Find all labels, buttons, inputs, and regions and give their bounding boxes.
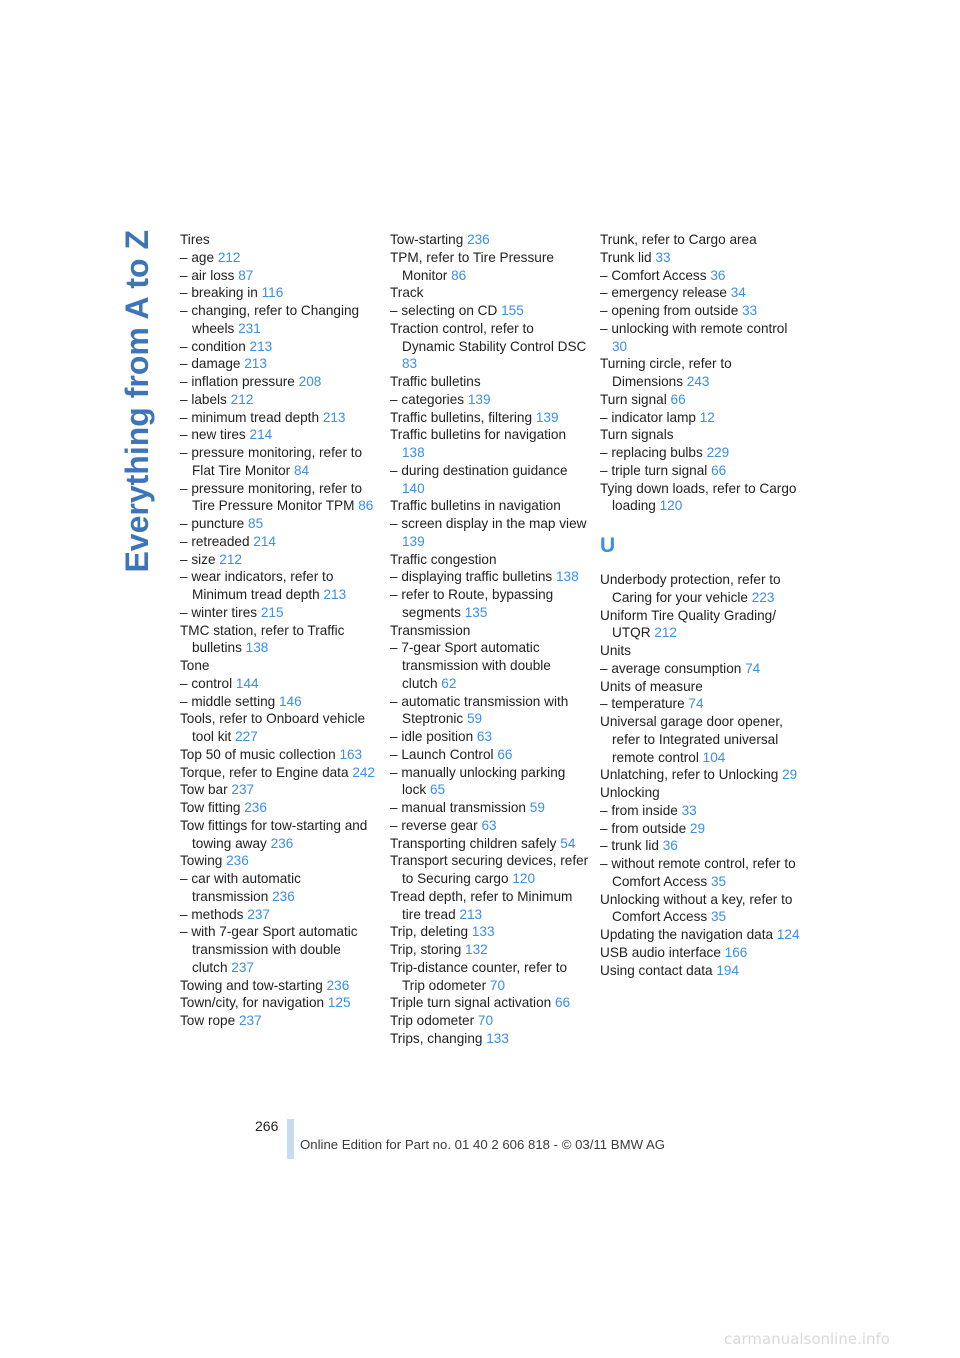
index-entry [600,855,800,891]
page-link[interactable]: 140 [402,480,425,496]
page-link[interactable]: 116 [261,285,284,301]
index-entry-text: Town/city, for navigation [180,995,325,1011]
index-entry [180,533,380,551]
index-entry [390,373,590,391]
page-link[interactable]: 139 [535,409,559,425]
index-entry-text: – damage [180,356,241,372]
index-entry-text: Tools, refer to Onboard vehicle tool kit [180,711,366,744]
index-entry [600,820,800,838]
page-link[interactable]: 135 [464,604,488,620]
index-entry [180,977,380,995]
index-entry [390,959,590,995]
footer-edition-note: Online Edition for Part no. 01 40 2 606 818 - © 03/11 BMW AG [300,1137,666,1152]
page-link[interactable]: 54 [560,835,576,851]
page-link[interactable]: 59 [467,711,483,727]
index-entry-text: – size [180,551,216,567]
index-entry [180,710,380,746]
index-entry [600,391,800,409]
index-column-2 [390,231,590,1048]
index-entry [180,870,380,906]
index-entry-text: Units of measure [600,678,703,694]
page-link[interactable]: 120 [512,871,536,886]
page-link[interactable]: 229 [706,445,730,460]
page-link[interactable]: 66 [670,391,686,407]
index-column-1 [180,231,380,1030]
index-entry [600,231,800,249]
page-link[interactable]: 242 [352,764,375,780]
index-entry [180,746,380,764]
index-entry [180,906,380,924]
page-link[interactable]: 66 [497,746,513,762]
page-link[interactable]: 34 [730,285,746,301]
page-link[interactable]: 133 [486,1030,509,1046]
index-entry [390,1012,590,1030]
page-link[interactable]: 213 [249,338,273,354]
index-entry [180,249,380,267]
index-entry-text: – average consumption [600,660,742,676]
index-entry-text: TMC station, refer to Traffic bulletins [180,622,345,656]
page-link[interactable]: 212 [230,391,254,407]
index-entry [390,302,590,320]
index-entry [180,551,380,569]
index-entry [600,695,800,713]
index-entry [390,835,590,853]
index-entry [390,639,590,692]
index-entry [180,391,380,409]
index-entry-text: – manually unlocking parking lock [390,764,566,798]
index-entry-text: – air loss [180,267,235,283]
page-link[interactable]: 231 [238,320,261,336]
index-entry-text: Universal garage door opener, refer to Integrated universal remote control [600,714,783,765]
page-link[interactable]: 70 [489,977,506,993]
index-entry-text: Tow bar [180,782,228,798]
index-entry-text: – middle setting [180,693,276,709]
index-entry [180,764,380,782]
index-entry [180,338,380,356]
index-entry-text: – new tires [180,427,246,443]
index-entry [180,426,380,444]
index-entry-text: – Launch Control [390,746,494,762]
index-entry-text: – control [180,675,233,691]
page-link[interactable]: 30 [612,338,628,354]
page-link[interactable]: 74 [688,696,704,712]
index-entry-text: – from outside [600,820,687,836]
page-link[interactable]: 35 [710,873,727,889]
index-entry [180,231,380,249]
index-entry-text: Towing [180,853,223,869]
index-entry-text: – Comfort Access [600,267,707,283]
index-entry [600,444,800,462]
index-entry-text: – pressure monitoring, refer to Tire Pressure Monitor TPM [180,480,363,514]
index-entry [390,551,590,569]
index-entry [600,784,800,802]
page-link[interactable]: 194 [716,962,740,978]
index-entry-text: – wear indicators, refer to Minimum tread depth [180,569,334,602]
index-entry-text: Turning circle, refer to Dimensions [600,356,732,389]
index-entry-text: – unlocking with remote control [600,320,788,336]
page-link[interactable]: 213 [459,906,483,922]
index-entry [180,355,380,373]
index-entry-text: Unlocking without a key, refer to Comfort Access [600,891,793,925]
index-entry [390,888,590,924]
page-link[interactable]: 163 [339,746,363,762]
page-link[interactable]: 237 [231,782,255,798]
index-entry-text: – changing, refer to Changing wheels [180,303,360,336]
page-link[interactable]: 33 [655,249,671,265]
index-entry-text: – temperature [600,696,685,712]
index-entry [180,1012,380,1030]
index-entry [180,693,380,711]
index-entry-text: USB audio interface [600,944,721,960]
index-entry [180,284,380,302]
index-entry [390,249,590,285]
page-link[interactable]: 29 [782,767,798,783]
page-link[interactable]: 33 [742,303,758,318]
index-entry-text: Tread depth, refer to Minimum tire tread [390,888,573,922]
index-entry-text: TPM, refer to Tire Pressure Monitor [390,249,554,283]
page-link[interactable]: 124 [776,927,800,942]
page-link[interactable]: 29 [689,820,706,836]
index-entry-text: Tow fittings for tow-starting and towing away [180,817,368,851]
index-entry-text: Turn signals [600,427,674,443]
index-entry-text: Unlocking [600,785,660,800]
index-entry [600,802,800,820]
index-entry [180,373,380,391]
index-entry [600,926,800,944]
index-entry-text: Trip, storing [390,942,462,957]
page-link[interactable]: 236 [270,835,294,851]
index-entry-text: Using contact data [600,962,713,978]
index-entry-text: Tow-starting [390,232,464,247]
footer-accent-bar [287,1119,294,1159]
index-entry-text: – idle position [390,729,474,744]
index-entry-text: – emergency release [600,285,727,301]
index-entry [390,941,590,959]
index-entry-text: – breaking in [180,285,258,301]
index-entry [600,944,800,962]
index-entry-text: Top 50 of music collection [180,746,336,762]
index-entry-text: Turn signal [600,391,667,407]
index-entry-text: – triple turn signal [600,462,708,478]
index-entry-text: Traffic bulletins for navigation [390,427,567,443]
index-entry [600,284,800,302]
index-entry [600,713,800,766]
index-entry-text: Transporting children safely [390,835,557,851]
page-link[interactable]: 63 [476,729,493,744]
page-link[interactable]: 212 [217,249,241,265]
index-entry [600,607,800,643]
index-entry [390,284,590,302]
index-entry [600,891,800,927]
page-link[interactable]: 70 [477,1013,494,1028]
index-entry-text: – from inside [600,802,678,818]
index-entry-text: – trunk lid [600,838,659,854]
page-link[interactable]: 155 [501,303,524,318]
page-link[interactable]: 104 [702,749,726,765]
page-link[interactable]: 144 [235,675,259,691]
page-link[interactable]: 214 [249,427,273,443]
page-link[interactable]: 35 [710,909,727,925]
index-entry-text: – winter tires [180,604,258,620]
index-entry-text: Unlatching, refer to Unlocking [600,767,779,783]
page-link[interactable]: 36 [710,267,726,283]
index-entry [600,355,800,391]
index-entry-text: – manual transmission [390,800,526,815]
page-link[interactable]: 236 [467,232,490,247]
index-entry [600,962,800,980]
page-link[interactable]: 138 [556,569,579,585]
index-entry [180,409,380,427]
page-number: 266 [255,1118,279,1134]
page-link[interactable]: 213 [322,409,346,425]
index-entry [390,1030,590,1048]
index-entry [180,994,380,1012]
page-link[interactable]: 138 [245,640,269,656]
index-entry [180,267,380,285]
watermark: carmanualsonline.info [724,1330,890,1348]
index-entry-text: – condition [180,338,246,354]
page-link[interactable]: 74 [745,660,761,676]
index-entry-text: Units [600,643,631,658]
page-link[interactable]: 208 [298,374,322,389]
index-entry-text: – selecting on CD [390,303,498,318]
index-entry-text: – without remote control, refer to Comfort Access [600,856,796,889]
page-link[interactable]: 212 [654,625,677,641]
page-link[interactable]: 12 [699,409,715,425]
page-link[interactable]: 236 [244,800,267,815]
page-link[interactable]: 138 [402,445,425,460]
index-entry [180,480,380,516]
index-entry-text: Trunk lid [600,249,652,265]
index-entry [390,923,590,941]
index-entry [600,462,800,480]
index-entry [180,302,380,338]
index-entry [390,817,590,835]
index-entry [390,320,590,373]
index-entry-text: – age [180,249,215,265]
index-entry [600,302,800,320]
page-link[interactable]: 125 [327,995,351,1011]
index-entry [600,426,800,444]
index-entry-text: Triple turn signal activation [390,995,552,1011]
index-entry-text: Tires [180,232,210,247]
index-entry [390,586,590,622]
index-entry [600,766,800,784]
index-entry [390,426,590,462]
index-entry [180,923,380,976]
index-entry [390,852,590,888]
index-entry-text: – puncture [180,516,245,531]
index-entry [180,622,380,658]
index-entry-text: Tow fitting [180,800,241,815]
page-link[interactable]: 139 [467,391,491,407]
index-entry [180,781,380,799]
index-entry-text: – during destination guidance [390,462,568,478]
index-entry [180,568,380,604]
page-link[interactable]: 132 [465,942,488,957]
index-entry-text: – inflation pressure [180,374,295,389]
index-entry-text: Traffic bulletins [390,374,481,389]
index-entry [600,320,800,356]
index-entry [390,746,590,764]
page-link[interactable]: 33 [681,802,697,818]
page-link[interactable]: 237 [238,1013,262,1028]
index-entry [180,604,380,622]
index-entry-text: Traction control, refer to Dynamic Stability Control DSC [390,320,587,354]
index-entry-text: – opening from outside [600,303,739,318]
index-entry [390,409,590,427]
index-entry-text: – labels [180,391,227,407]
page-link[interactable]: 87 [238,267,254,283]
page-link[interactable]: 236 [272,888,295,904]
page-link[interactable]: 215 [260,604,284,620]
index-entry-text: – minimum tread depth [180,409,320,425]
index-entry [390,799,590,817]
index-entry-text: – replacing bulbs [600,445,703,460]
index-entry [390,622,590,640]
index-entry-text: Trunk, refer to Cargo area [600,232,757,247]
page-link[interactable]: 237 [231,959,254,975]
index-entry [390,994,590,1012]
index-entry-text: Tow rope [180,1013,236,1028]
index-column-3 [600,231,800,979]
page-link[interactable]: 213 [323,587,347,602]
index-entry-text: Trips, changing [390,1030,483,1046]
index-entry [180,444,380,480]
page-link[interactable]: 83 [402,356,418,372]
index-entry [180,515,380,533]
index-entry-text: Transport securing devices, refer to Securing cargo [390,853,589,886]
page-link[interactable]: 86 [358,498,374,514]
page-link[interactable]: 66 [554,995,571,1011]
index-entry [390,497,590,515]
page-link[interactable]: 84 [293,462,310,478]
index-entry [600,837,800,855]
index-entry [180,852,380,870]
page-link[interactable]: 66 [711,462,727,478]
page-link[interactable]: 65 [429,782,446,798]
index-entry-text: – retreaded [180,533,250,549]
page-link[interactable]: 243 [686,374,710,389]
index-entry-text: – with 7-gear Sport automatic transmission with double clutch [180,924,358,975]
page-link[interactable]: 120 [659,498,683,514]
index-entry [390,568,590,586]
index-entry-text: – car with automatic transmission [180,871,301,904]
index-entry-text: – refer to Route, bypassing segments [390,587,554,620]
page-link[interactable]: 85 [248,516,264,531]
side-section-title: Everything from A to Z [119,230,155,573]
page-link[interactable]: 59 [529,800,545,815]
index-entry-text: Towing and tow-starting [180,977,323,993]
page-link[interactable]: 63 [481,817,497,833]
index-entry [180,799,380,817]
index-entry [390,462,590,498]
index-entry-text: – indicator lamp [600,409,696,425]
index-entry-text: Torque, refer to Engine data [180,764,349,780]
index-entry [600,267,800,285]
index-entry [390,231,590,249]
index-entry [600,660,800,678]
page-link[interactable]: 236 [326,977,350,993]
page-link[interactable]: 223 [751,589,775,605]
index-entry [390,515,590,551]
index-entry-text: Traffic bulletins, filtering [390,409,533,425]
index-letter-heading: U [600,534,616,557]
index-entry-text: Track [390,285,424,301]
page-link[interactable]: 36 [662,838,678,854]
index-entry-text: Updating the navigation data [600,927,774,942]
index-entry-text: – methods [180,906,244,922]
index-entry-text: Traffic congestion [390,551,497,567]
page-link[interactable]: 86 [451,267,467,283]
index-entry [600,480,800,516]
index-entry-text: – automatic transmission with Steptronic [390,693,569,727]
index-entry [600,642,800,660]
index-entry-text: Trip-distance counter, refer to Trip odometer [390,959,568,993]
index-entry [390,391,590,409]
page-link[interactable]: 139 [402,533,425,549]
index-entry-text: Tone [180,658,210,673]
page-link[interactable]: 166 [724,944,748,960]
index-entry-text: Underbody protection, refer to Caring for your vehicle [600,572,781,605]
index-entry [600,409,800,427]
page-link[interactable]: 146 [279,693,302,709]
index-entry-text: – pressure monitoring, refer to Flat Tire Monitor [180,445,363,478]
index-entry-text: – reverse gear [390,817,478,833]
page-link[interactable]: 227 [235,729,258,744]
page-link[interactable]: 214 [253,533,276,549]
index-entry [180,675,380,693]
index-entry [180,657,380,675]
index-entry-text: Trip, deleting [390,924,469,940]
page-link[interactable]: 236 [226,853,249,869]
index-entry-text: – screen display in the map view [390,516,587,531]
index-entry [390,764,590,800]
index-entry-text: Traffic bulletins in navigation [390,498,561,514]
page-link[interactable]: 212 [219,551,242,567]
index-entry-text: Uniform Tire Quality Grading/ UTQR [600,607,777,641]
index-entry-text: Trip odometer [390,1013,475,1028]
index-entry [180,817,380,853]
page-link[interactable]: 237 [247,906,270,922]
page-link[interactable]: 213 [244,356,267,372]
index-entry [600,249,800,267]
page-link[interactable]: 133 [471,924,495,940]
index-entry-text: Tying down loads, refer to Cargo loading [600,480,797,514]
index-entry [390,693,590,729]
index-entry-text: – displaying traffic bulletins [390,569,553,585]
page-link[interactable]: 62 [441,675,457,691]
index-entry-text: – 7-gear Sport automatic transmission with double clutch [390,640,551,691]
index-entry-text: – categories [390,391,465,407]
index-entry [600,571,800,607]
index-entry [600,678,800,696]
index-entry [390,728,590,746]
index-entry-text: Transmission [390,622,471,638]
